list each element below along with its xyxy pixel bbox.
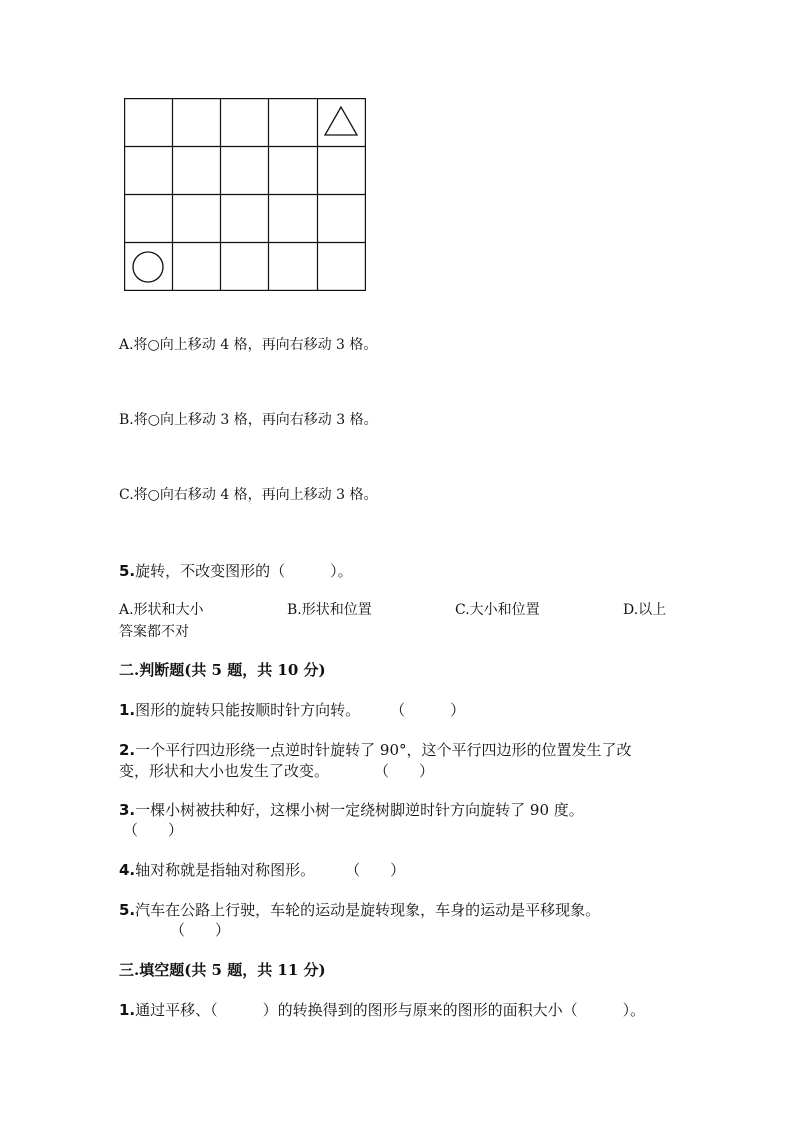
s2-item-5-line2: （ ）: [170, 921, 231, 939]
s2-item-2-line2: 变，形状和大小也发生了改变。 （ ）: [119, 762, 435, 780]
item-text: 一个平行四边形绕一点逆时针旋转了 90°，这个平行四边形的位置发生了改: [135, 741, 632, 759]
question-text: 旋转，不改变图形的（ ）。: [135, 562, 353, 580]
s2-item-1: [119, 699, 465, 720]
item-text: 图形的旋转只能按顺时针方向转。 （ ）: [135, 701, 466, 719]
s2-item-4: [119, 859, 405, 880]
q5-option-a: A.形状和大小: [119, 602, 204, 618]
section-3-title: 三.填空题(共 5 题，共 11 分): [119, 961, 326, 979]
item-text: 汽车在公路上行驶，车轮的运动是旋转现象，车身的运动是平移现象。: [135, 901, 601, 919]
question-5: [119, 560, 353, 581]
s2-item-5: [119, 899, 600, 920]
question-number: 5.: [119, 562, 136, 580]
item-number: 3.: [119, 801, 136, 819]
triangle-shape: [325, 107, 357, 135]
grid-figure: [124, 98, 366, 291]
circle-shape: [133, 252, 163, 282]
s3-item-1: [119, 999, 645, 1020]
item-number: 2.: [119, 741, 136, 759]
item-text: 轴对称就是指轴对称图形。 （ ）: [135, 861, 406, 879]
item-text: 通过平移、（ ）的转换得到的图形与原来的图形的面积大小（ ）。: [135, 1001, 646, 1019]
q5-option-d-wrap: 答案都不对: [119, 624, 189, 640]
q5-option-d: D.以上: [623, 602, 667, 618]
item-number: 5.: [119, 901, 136, 919]
item-number: 4.: [119, 861, 136, 879]
section-2-title: 二.判断题(共 5 题，共 10 分): [119, 661, 326, 679]
option-c: C.将○向右移动 4 格，再向上移动 3 格。: [119, 487, 378, 503]
grid-svg: [124, 98, 366, 291]
q5-option-c: C.大小和位置: [455, 602, 540, 618]
s2-item-3-line2: （ ）: [123, 821, 184, 839]
item-text: 一棵小树被扶种好，这棵小树一定绕树脚逆时针方向旋转了 90 度。: [135, 801, 584, 819]
s2-item-2: [119, 739, 632, 760]
option-b: B.将○向上移动 3 格，再向右移动 3 格。: [119, 412, 378, 428]
item-number: 1.: [119, 1001, 136, 1019]
item-number: 1.: [119, 701, 136, 719]
q5-option-b: B.形状和位置: [287, 602, 372, 618]
option-a: A.将○向上移动 4 格，再向右移动 3 格。: [119, 337, 378, 353]
s2-item-3: [119, 799, 584, 820]
